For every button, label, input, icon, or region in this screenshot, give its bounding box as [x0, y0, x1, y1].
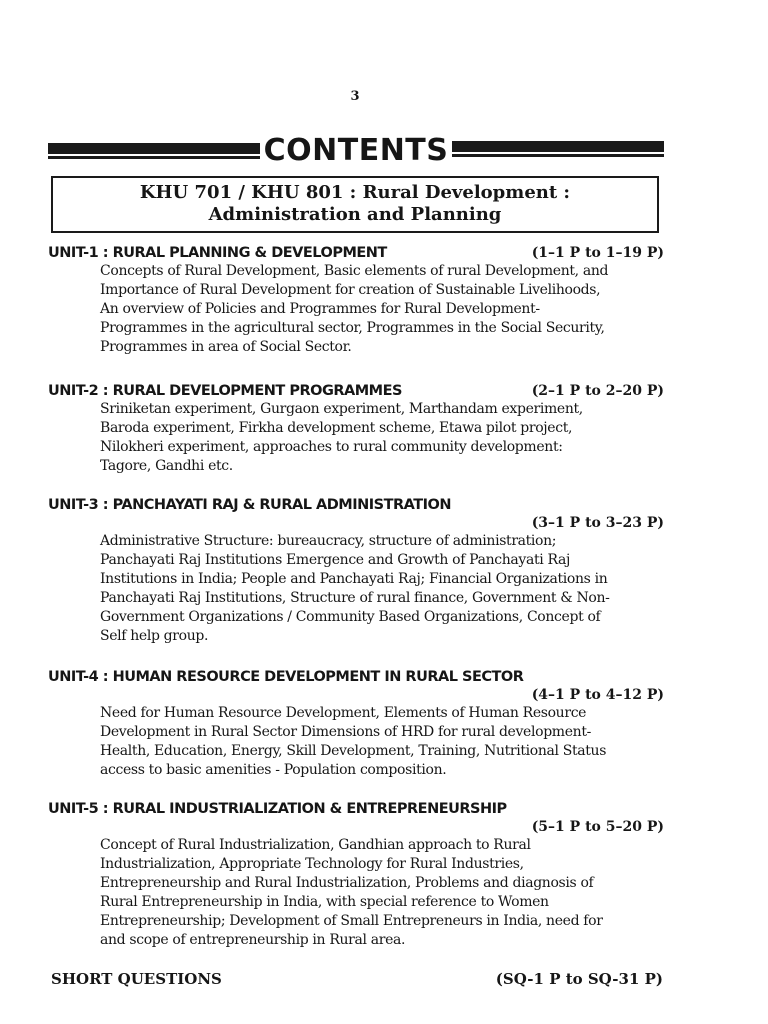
unit-2-pages: (2–1 P to 2–20 P) [531, 383, 664, 399]
short-questions-pages: (SQ-1 P to SQ-31 P) [495, 970, 663, 988]
unit-4-entry [48, 669, 664, 780]
unit-2-title: UNIT-2 : RURAL DEVELOPMENT PROGRAMMES [48, 383, 402, 399]
page-number: 3 [350, 89, 360, 104]
unit-3-pages: (3–1 P to 3–23 P) [531, 515, 664, 531]
short-questions-entry [51, 970, 663, 988]
unit-5-description: Concept of Rural Industrialization, Gandhian approach to Rural Industrialization, Appropriate Technology for Rural Industries, Entrepreneurship and Rural Industrialization, Problems and diagnosis of Rural Entrepreneurship in India, with special reference to Women Entrepreneurship; Development of Small Entrepreneurs in India, need for and scope of entrepreneurship in Rural area. [100, 837, 603, 948]
unit-4-pages: (4–1 P to 4–12 P) [531, 687, 664, 703]
unit-5-title: UNIT-5 : RURAL INDUSTRIALIZATION & ENTREPRENEURSHIP [48, 801, 507, 817]
unit-3-description: Administrative Structure: bureaucracy, structure of administration; Panchayati Raj Institutions Emergence and Growth of Panchayati Raj Institutions in India; People and Panchayati Raj; Financial Organizations in Panchayati Raj Institutions, Structure of rural finance, Government & Non-Government Organizations / Community Based Organizations, Concept of Self help group. [100, 533, 610, 644]
subject-code-line: KHU 701 / KHU 801 : Rural Development : [139, 182, 571, 203]
banner-rule-left [48, 143, 260, 154]
contents-banner [48, 133, 664, 168]
unit-3-title: UNIT-3 : PANCHAYATI RAJ & RURAL ADMINISTRATION [48, 497, 451, 513]
subject-title-line: Administration and Planning [208, 204, 502, 225]
banner-rule-right [452, 141, 664, 152]
unit-4-title: UNIT-4 : HUMAN RESOURCE DEVELOPMENT IN RURAL SECTOR [48, 669, 524, 685]
unit-5-entry [48, 801, 664, 950]
contents-title: CONTENTS [263, 133, 449, 168]
unit-4-description: Need for Human Resource Development, Elements of Human Resource Development in Rural Sector Dimensions of HRD for rural development- Health, Education, Energy, Skill Development, Training, Nutritional Status access to basic amenities - Population composition. [100, 705, 607, 778]
unit-3-entry [48, 497, 664, 646]
unit-1-title: UNIT-1 : RURAL PLANNING & DEVELOPMENT [48, 245, 387, 261]
short-questions-label: SHORT QUESTIONS [51, 970, 222, 988]
unit-1-description: Concepts of Rural Development, Basic elements of rural Development, and Importance of Rural Development for creation of Sustainable Livelihoods, An overview of Policies and Programmes for Rural Development- Programmes in the agricultural sector, Programmes in the Social Security, Programmes in area of Social Sector. [100, 263, 609, 355]
unit-5-pages: (5–1 P to 5–20 P) [531, 819, 664, 835]
subject-box [51, 176, 659, 233]
unit-2-entry [48, 383, 664, 476]
unit-2-description: Sriniketan experiment, Gurgaon experiment, Marthandam experiment, Baroda experiment, Firkha development scheme, Etawa pilot project, Nilokheri experiment, approaches to rural community development: Tagore, Gandhi etc. [100, 401, 583, 474]
unit-1-pages: (1–1 P to 1–19 P) [531, 245, 664, 261]
unit-1-entry [48, 245, 664, 357]
